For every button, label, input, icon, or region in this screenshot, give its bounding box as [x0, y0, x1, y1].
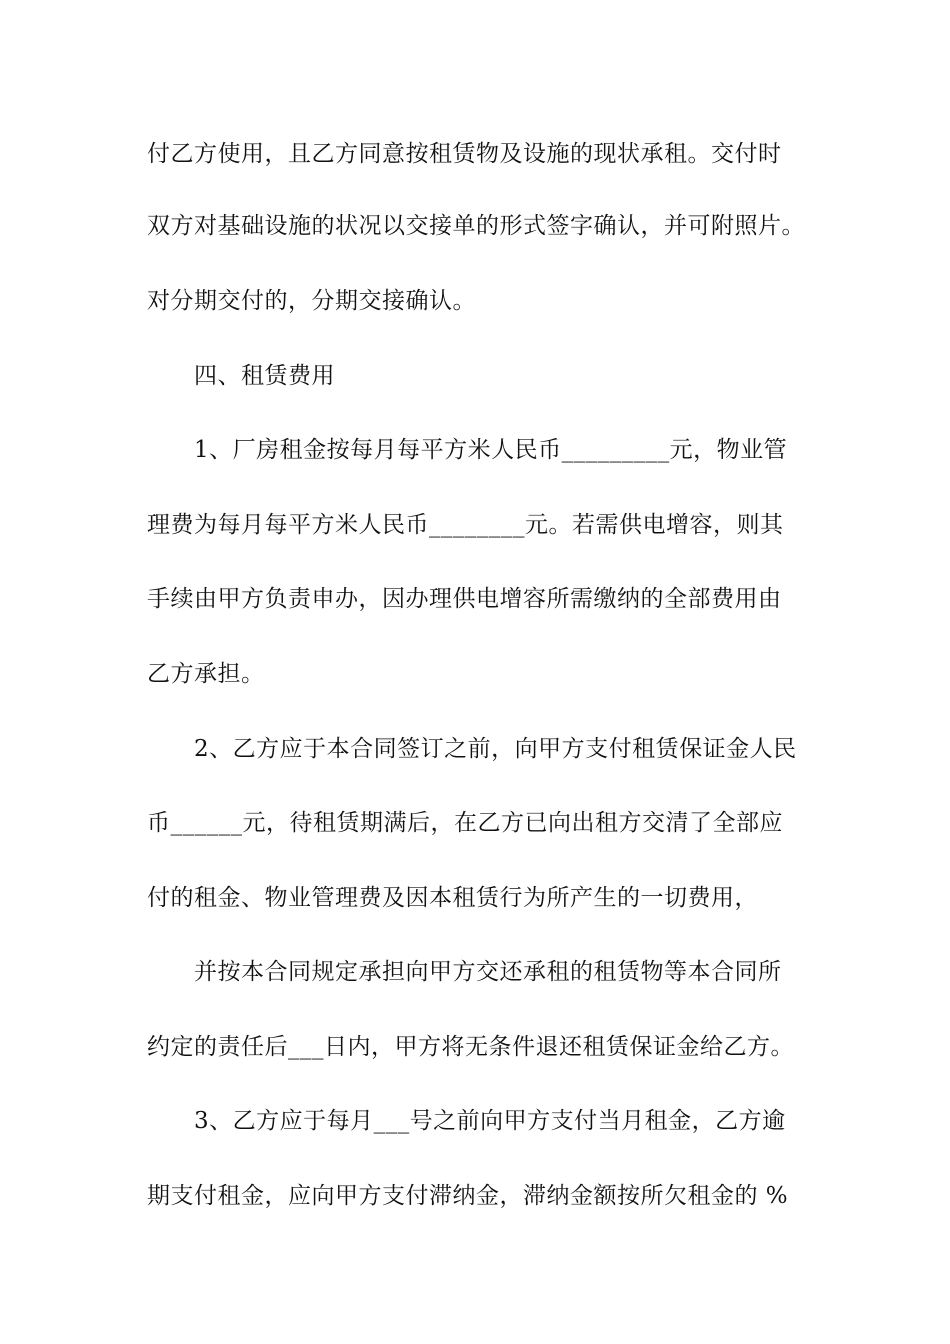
text-line: 手续由甲方负责申办，因办理供电增容所需缴纳的全部费用由 — [147, 586, 782, 612]
text-line: 期支付租金，应向甲方支付滞纳金，滞纳金额按所欠租金的 % — [147, 1183, 789, 1209]
text-line: 币______元，待租赁期满后，在乙方已向出租方交清了全部应 — [147, 810, 783, 836]
text-line: 1、厂房租金按每月每平方米人民币_________元，物业管 — [194, 437, 788, 463]
text-line: 双方对基础设施的状况以交接单的形式签字确认，并可附照片。 — [147, 213, 805, 239]
text-line: 理费为每月每平方米人民币________元。若需供电增容，则其 — [147, 512, 784, 538]
text-line: 2、乙方应于本合同签订之前，向甲方支付租赁保证金人民 — [194, 736, 797, 762]
text-line: 付的租金、物业管理费及因本租赁行为所产生的一切费用， — [147, 885, 758, 911]
text-line: 并按本合同规定承担向甲方交还承租的租赁物等本合同所 — [194, 959, 782, 985]
text-line: 乙方承担。 — [147, 661, 265, 687]
section-heading: 四、租赁费用 — [194, 363, 335, 389]
text-line: 付乙方使用，且乙方同意按租赁物及设施的现状承租。交付时 — [147, 141, 782, 167]
text-line: 约定的责任后___日内，甲方将无条件退还租赁保证金给乙方。 — [147, 1034, 794, 1060]
text-line: 对分期交付的，分期交接确认。 — [147, 288, 476, 314]
text-line: 3、乙方应于每月___号之前向甲方支付当月租金，乙方逾 — [194, 1108, 786, 1134]
